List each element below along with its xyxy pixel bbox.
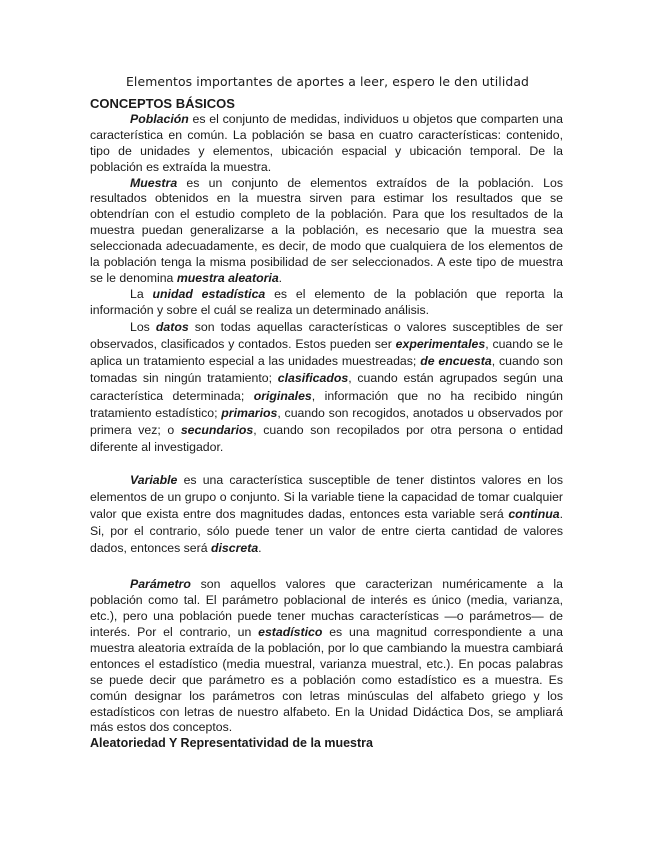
term-parametro: Parámetro xyxy=(130,577,191,592)
paragraph-text: , cuando están agrupados según una característica determinada; xyxy=(90,371,563,403)
term-continua: continua xyxy=(508,507,560,522)
paragraph-datos xyxy=(90,319,563,457)
paragraph-variable xyxy=(90,472,563,557)
term-discreta: discreta xyxy=(211,541,259,556)
document-body xyxy=(90,96,563,752)
paragraph-text: es el conjunto de medidas, individuos u objetos que comparten una característica en común. La población se basa en cuatro características: contenido, tipo de unidades y elementos, ubicación espacial y ubicación temporal. De la población es extraída la muestra. xyxy=(90,111,563,174)
spacer xyxy=(90,456,563,472)
paragraph-text: Los xyxy=(130,319,156,334)
term-unidad-estadistica: unidad estadística xyxy=(152,286,266,301)
term-muestra-aleatoria: muestra aleatoria xyxy=(176,270,279,285)
paragraph-text: , información que no ha recibido ningún tratamiento estadístico; xyxy=(90,388,563,420)
paragraph-text: , cuando son recopilados por otra persona o entidad diferente al investigador. xyxy=(90,422,564,455)
paragraph-text: . xyxy=(278,270,283,285)
term-clasificados: clasificados xyxy=(277,371,349,386)
paragraph-unidad-estadistica xyxy=(90,287,563,319)
section-title: CONCEPTOS BÁSICOS xyxy=(90,96,235,111)
subheading: Aleatoriedad Y Representatividad de la muestra xyxy=(90,736,373,751)
paragraph-text: , cuando son tomadas sin ningún tratamiento; xyxy=(90,354,563,386)
paragraph-text: . xyxy=(258,541,262,556)
term-experimentales: experimentales xyxy=(395,336,486,351)
paragraph-text: son todas aquellas características o valores susceptibles de ser observados, clasificados y contados. Estos pueden ser xyxy=(90,319,563,351)
term-originales: originales xyxy=(253,388,312,403)
paragraph-parametro xyxy=(90,577,563,736)
term-datos: datos xyxy=(155,319,189,334)
paragraph-text: son aquellos valores que caracterizan numéricamente a la población como tal. El parámetro poblacional de interés es único (media, varianza, etc.), pero una población puede tener muchas características —o parámetros— de interés. Por el contrario, un xyxy=(90,577,563,640)
paragraph-text: , cuando se le aplica un tratamiento especial a las unidades muestreadas; xyxy=(90,336,563,369)
page-header: Elementos importantes de aportes a leer, espero le den utilidad xyxy=(126,74,529,89)
term-poblacion: Población xyxy=(130,111,189,126)
term-variable: Variable xyxy=(130,473,178,488)
term-muestra: Muestra xyxy=(130,175,178,190)
paragraph-text: es el elemento de la población que reporta la información y sobre el cuál se realiza un determinado análisis. xyxy=(90,286,563,317)
term-secundarios: secundarios xyxy=(180,422,254,437)
paragraph-text: . Si, por el contrario, sólo puede tener un valor de entre cierta cantidad de valores dados, entonces será xyxy=(90,507,563,556)
paragraph-text: , cuando son recogidos, anotados u observados por primera vez; o xyxy=(90,405,563,437)
term-de-encuesta: de encuesta xyxy=(420,354,492,369)
term-estadistico: estadístico xyxy=(258,625,323,640)
spacer xyxy=(90,557,563,577)
paragraph-poblacion xyxy=(90,112,563,176)
paragraph-text: es una magnitud correspondiente a una muestra aleatoria extraída de la población, por lo que cambiando la muestra cambiará entonces el estadístico (media muestral, varianza muestral, etc.). En pocas palabras se puede decir que parámetro es a población como estadístico es a muestra. Es común designar los parámetros con letras minúsculas del alfabeto griego y los estadísticos con letras de nuestro alfabeto. En la Unidad Didáctica Dos, se ampliará más estos dos conceptos. xyxy=(90,625,563,735)
paragraph-text: es un conjunto de elementos extraídos de la población. Los resultados obtenidos en la muestra sirven para estimar los resultados que se obtendrían con el estudio completo de la población. Para que los resultados de la muestra puedan generalizarse a la población, es necesario que la muestra sea seleccionada adecuadamente, es decir, de modo que cualquiera de los elementos de la población tenga la misma posibilidad de ser seleccionados. A este tipo de muestra se le denomina xyxy=(90,175,563,285)
term-primarios: primarios xyxy=(221,405,278,420)
paragraph-muestra xyxy=(90,176,563,287)
paragraph-text: es una característica susceptible de tener distintos valores en los elementos de un grupo o conjunto. Si la variable tiene la capacidad de tomar cualquier valor que exista entre dos magnitudes dadas, entonces esta variable será xyxy=(90,473,563,522)
paragraph-text: La xyxy=(130,286,153,301)
